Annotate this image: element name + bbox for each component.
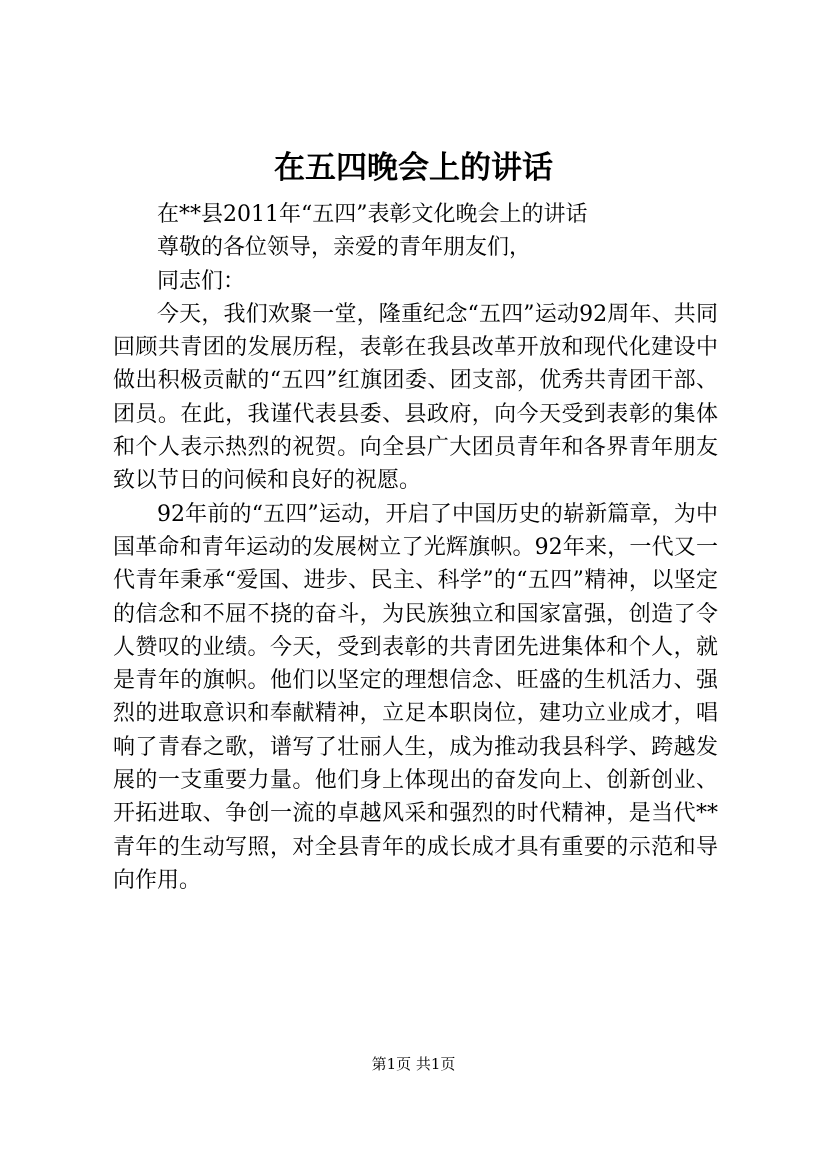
salutation-comrades-paragraph: 同志们： xyxy=(157,268,246,294)
body-paragraph-1: 今天，我们欢聚一堂，隆重纪念“五四”运动92周年、共同回顾共青团的发展历程，表彰在我县改革开放和现代化建设中做出积极贡献的“五四”红旗团委、团支部，优秀共青团干部、团员。在此，我谨代表县委、县政府，向今天受到表彰的集体和个人表示热烈的祝贺。向全县广大团员青年和各界青年朋友致以节日的问候和良好的祝愿。 xyxy=(113,301,718,494)
document-title: 在五四晚会上的讲话 xyxy=(274,150,553,186)
document-body xyxy=(113,198,718,897)
speech-heading-paragraph: 在**县2011年“五四”表彰文化晚会上的讲话 xyxy=(157,202,588,227)
page-footer: 第1页 共1页 xyxy=(371,1055,456,1073)
salutation-paragraph: 尊敬的各位领导，亲爱的青年朋友们， xyxy=(157,235,532,261)
body-paragraph-2: 92年前的“五四”运动，开启了中国历史的崭新篇章，为中国革命和青年运动的发展树立了光辉旗帜。92年来，一代又一代青年秉承“爱国、进步、民主、科学”的“五四”精神，以坚定的信念和不屈不挠的奋斗，为民族独立和国家富强，创造了令人赞叹的业绩。今天，受到表彰的共青团先进集体和个人，就是青年的旗帜。他们以坚定的理想信念、旺盛的生机活力、强烈的进取意识和奉献精神，立足本职岗位，建功立业成才，唱响了青春之歌，谱写了壮丽人生，成为推动我县科学、跨越发展的一支重要力量。他们身上体现出的奋发向上、创新创业、开拓进取、争创一流的卓越风采和强烈的时代精神，是当代**青年的生动写照，对全县青年的成长成才具有重要的示范和导向作用。 xyxy=(113,501,718,893)
